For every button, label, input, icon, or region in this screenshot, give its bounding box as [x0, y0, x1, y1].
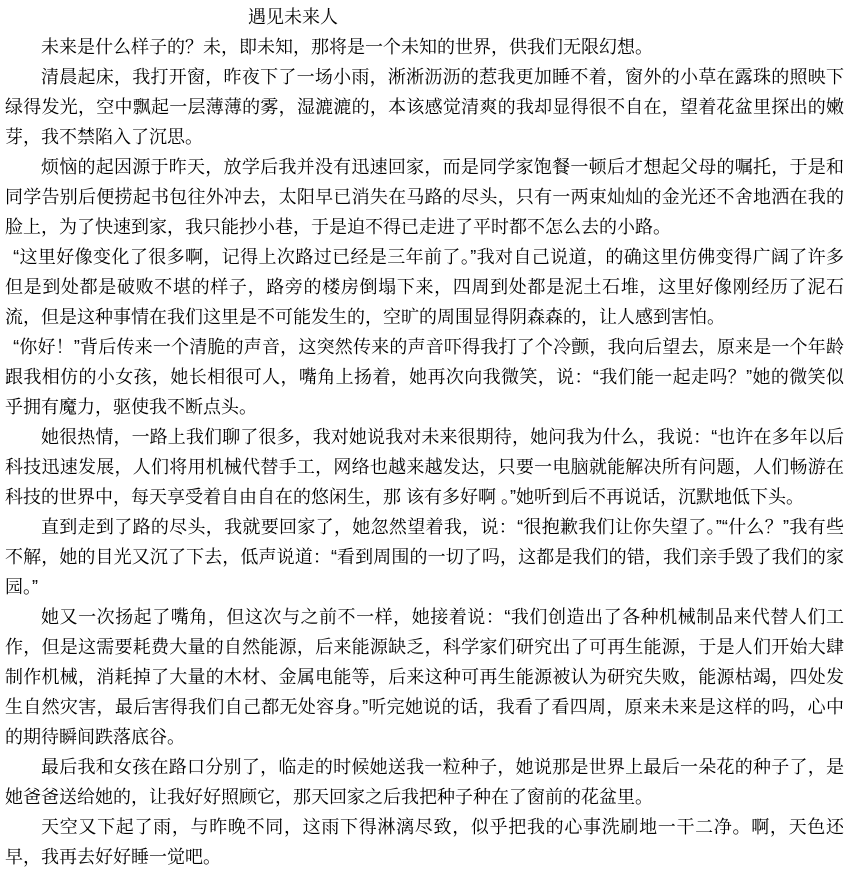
essay-title: 遇见未来人: [248, 7, 338, 27]
paragraph-9: 最后我和女孩在路口分别了，临走的时候她送我一粒种子，她说那是世界上最后一朵花的种子了，是她爸爸送给她的，让我好好照顾它，那天回家之后我把种子种在了窗前的花盆里。: [5, 757, 844, 807]
paragraph-10: 天空又下起了雨，与昨晚不同，这雨下得淋漓尽致，似乎把我的心事洗刷地一干二净。啊，天色还早，我再去好好睡一觉吧。: [5, 817, 844, 867]
paragraph-6: 她很热情，一路上我们聊了很多，我对她说我对未来很期待，她问我为什么，我说：“也许在多年以后科技迅速发展，人们将用机械代替手工，网络也越来越发达，只要一电脑就能解决所有问题，人们畅游在科技的世界中，每天享受着自由自在的悠闲生，那 该有多好啊 。”她听到后不再说话，沉默地低下头。: [5, 427, 844, 507]
paragraph-3: 烦恼的起因源于昨天，放学后我并没有迅速回家，而是同学家饱餐一顿后才想起父母的嘱托，于是和同学告别后便捞起书包往外冲去，太阳早已消失在马路的尽头，只有一两束灿灿的金光还不舍地洒在我的脸上，为了快速到家，我只能抄小巷，于是迫不得已走进了平时都不怎么去的小路。: [5, 157, 844, 237]
paragraph-8: 她又一次扬起了嘴角，但这次与之前不一样，她接着说：“我们创造出了各种机械制品来代替人们工作，但是这需要耗费大量的自然能源，后来能源缺乏，科学家们研究出了可再生能源，于是人们开始大肆制作机械，消耗掉了大量的木材、金属电能等，后来这种可再生能源被认为研究失败，能源枯竭，四处发生自然灾害，最后害得我们自己都无处容身。”听完她说的话，我看了看四周，原来未来是这样的吗，心中的期待瞬间跌落底谷。: [5, 607, 844, 747]
paragraph-2: 清晨起床，我打开窗，昨夜下了一场小雨，淅淅沥沥的惹我更加睡不着，窗外的小草在露珠的照映下绿得发光，空中飘起一层薄薄的雾，湿漉漉的，本该感觉清爽的我却显得很不自在，望着花盆里探出的嫩芽，我不禁陷入了沉思。: [5, 67, 844, 147]
paragraph-1: 未来是什么样子的？未，即未知，那将是一个未知的世界，供我们无限幻想。: [41, 37, 653, 57]
paragraph-7: 直到走到了路的尽头，我就要回家了，她忽然望着我，说：“很抱歉我们让你失望了。”“什么？”我有些不解，她的目光又沉了下去，低声说道：“看到周围的一切了吗，这都是我们的错，我们亲手毁了我们的家园。”: [5, 517, 844, 597]
paragraph-4: “这里好像变化了很多啊，记得上次路过已经是三年前了。”我对自己说道，的确这里仿佛变得广阔了许多但是到处都是破败不堪的样子，路旁的楼房倒塌下来，四周到处都是泥土石堆，这里好像刚经历了泥石流，但是这种事情在我们这里是不可能发生的，空旷的周围显得阴森森的，让人感到害怕。: [5, 247, 844, 327]
paragraph-5: “你好！”背后传来一个清脆的声音，这突然传来的声音吓得我打了个冷颤，我向后望去，原来是一个年龄跟我相仿的小女孩，她长相很可人，嘴角上扬着，她再次向我微笑，说：“我们能一起走吗？”她的微笑似乎拥有魔力，驱使我不断点头。: [5, 337, 844, 417]
